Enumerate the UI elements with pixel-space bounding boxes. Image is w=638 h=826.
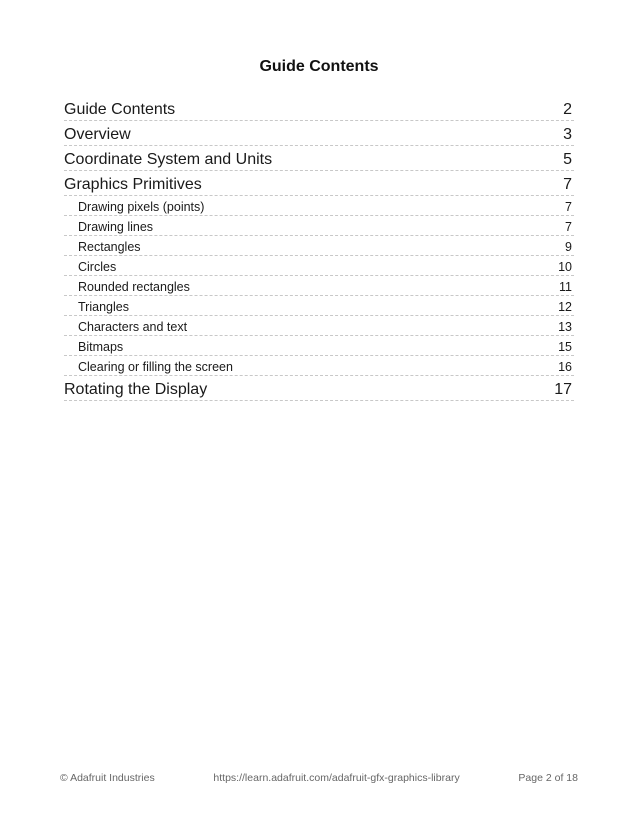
toc-entry-page: 7 <box>563 176 572 193</box>
toc-entry-characters-and-text[interactable] <box>64 316 574 336</box>
toc-entry-title: Guide Contents <box>64 101 176 118</box>
toc-entry-title: Coordinate System and Units <box>64 151 273 168</box>
toc-entry-title: Graphics Primitives <box>64 176 202 193</box>
toc-entry-bitmaps[interactable] <box>64 336 574 356</box>
toc-entry-page: 10 <box>558 260 572 274</box>
toc-entry-title: Drawing lines <box>78 220 154 234</box>
toc-entry-title: Characters and text <box>78 320 188 334</box>
table-of-contents <box>64 96 574 401</box>
toc-entry-title: Overview <box>64 126 131 143</box>
toc-entry-rounded-rectangles[interactable] <box>64 276 574 296</box>
page-title: Guide Contents <box>259 58 379 75</box>
toc-entry-page: 9 <box>565 240 572 254</box>
toc-entry-rotating-display[interactable] <box>64 376 574 401</box>
toc-entry-drawing-lines[interactable] <box>64 216 574 236</box>
toc-entry-title: Bitmaps <box>78 340 124 354</box>
toc-entry-page: 15 <box>558 340 572 354</box>
toc-entry-page: 17 <box>554 381 572 398</box>
toc-entry-triangles[interactable] <box>64 296 574 316</box>
toc-entry-title: Circles <box>78 260 117 274</box>
toc-entry-coordinate-system[interactable] <box>64 146 574 171</box>
toc-entry-page: 5 <box>563 151 572 168</box>
toc-entry-guide-contents[interactable] <box>64 96 574 121</box>
toc-entry-rectangles[interactable] <box>64 236 574 256</box>
toc-entry-title: Rounded rectangles <box>78 280 190 294</box>
toc-entry-graphics-primitives[interactable] <box>64 171 574 196</box>
toc-entry-page: 16 <box>558 360 572 374</box>
toc-entry-title: Triangles <box>78 300 129 314</box>
toc-entry-overview[interactable] <box>64 121 574 146</box>
toc-entry-page: 7 <box>565 200 572 214</box>
footer-url-link[interactable]: https://learn.adafruit.com/adafruit-gfx-graphics-library <box>213 772 460 784</box>
footer-copyright: © Adafruit Industries <box>60 772 155 784</box>
toc-entry-title: Drawing pixels (points) <box>78 200 205 214</box>
toc-entry-page: 7 <box>565 220 572 234</box>
toc-entry-title: Rectangles <box>78 240 141 254</box>
toc-entry-circles[interactable] <box>64 256 574 276</box>
toc-entry-page: 11 <box>559 280 572 294</box>
toc-entry-drawing-pixels[interactable] <box>64 196 574 216</box>
toc-entry-page: 12 <box>558 300 572 314</box>
toc-entry-title: Clearing or filling the screen <box>78 360 233 374</box>
toc-entry-title: Rotating the Display <box>64 381 208 398</box>
footer-page-number: Page 2 of 18 <box>518 772 578 784</box>
toc-entry-page: 13 <box>558 320 572 334</box>
toc-entry-clearing-screen[interactable] <box>64 356 574 376</box>
toc-entry-page: 2 <box>563 101 572 118</box>
page-footer <box>60 772 578 784</box>
toc-entry-page: 3 <box>563 126 572 143</box>
